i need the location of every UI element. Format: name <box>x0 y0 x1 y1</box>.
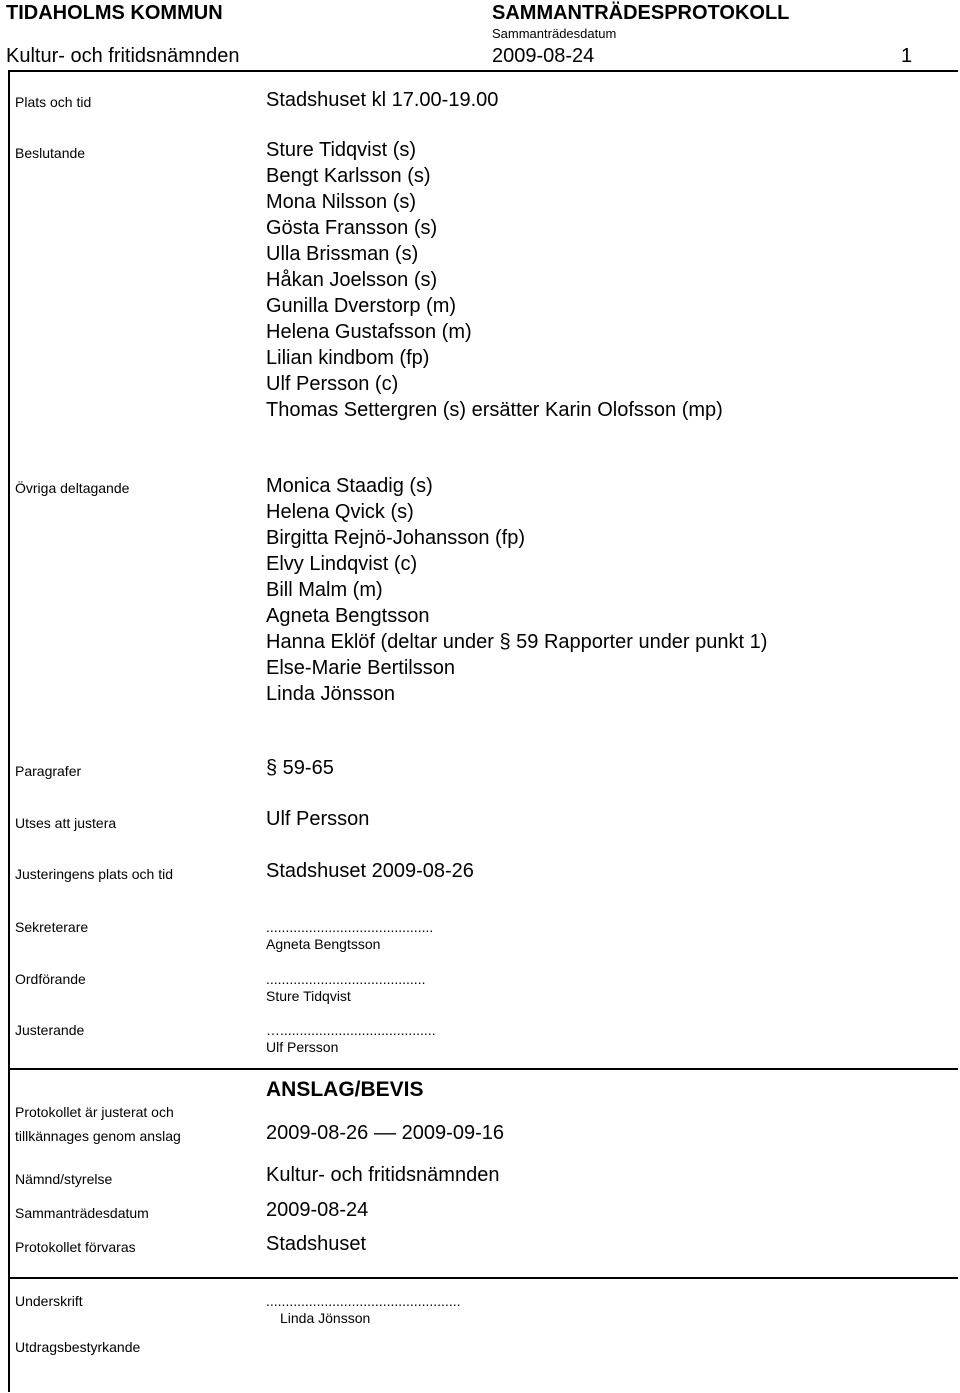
place-time-value: Stadshuset kl 17.00-19.00 <box>266 89 499 111</box>
header-date: 2009-08-24 <box>492 45 595 67</box>
list-item: Lilian kindbom (fp) <box>266 347 430 369</box>
list-item: Thomas Settergren (s) ersätter Karin Olofsson (mp) <box>266 399 723 421</box>
decision-makers-list <box>266 137 723 423</box>
posting-period: 2009-08-26 –– 2009-09-16 <box>266 1122 504 1144</box>
signature-name: Linda Jönsson <box>280 1310 371 1326</box>
signature-dots: .................................................. <box>266 1293 461 1309</box>
section-divider <box>8 1068 958 1070</box>
adjusting-label: Justerande <box>15 1022 85 1038</box>
adjust-place-time-label: Justeringens plats och tid <box>15 866 173 882</box>
notice-signature <box>266 1293 460 1327</box>
place-time-label: Plats och tid <box>15 94 92 110</box>
chair-label: Ordförande <box>15 971 86 987</box>
decision-makers-label: Beslutande <box>15 145 86 161</box>
list-item: Helena Gustafsson (m) <box>266 321 472 343</box>
list-item: Agneta Bengtsson <box>266 605 430 627</box>
storage-label: Protokollet förvaras <box>15 1239 136 1255</box>
left-rule <box>8 70 10 1392</box>
paragraphs-value: § 59-65 <box>266 757 334 779</box>
signature-dots: ........................................... <box>266 919 434 935</box>
top-rule <box>8 70 958 72</box>
signature-dots: …........................................ <box>266 1022 436 1038</box>
board-value: Kultur- och fritidsnämnden <box>266 1164 500 1186</box>
adjust-place-time-value: Stadshuset 2009-08-26 <box>266 860 474 882</box>
other-participants-list <box>266 473 767 707</box>
committee-name: Kultur- och fritidsnämnden <box>6 45 240 67</box>
list-item: Linda Jönsson <box>266 683 395 705</box>
signature-name: Sture Tidqvist <box>266 988 351 1004</box>
list-item: Elvy Lindqvist (c) <box>266 553 418 575</box>
list-item: Mona Nilsson (s) <box>266 191 417 213</box>
signature-label: Underskrift <box>15 1293 83 1309</box>
signature-name: Ulf Persson <box>266 1039 339 1055</box>
list-item: Helena Qvick (s) <box>266 501 414 523</box>
list-item: Bill Malm (m) <box>266 579 383 601</box>
list-item: Gunilla Dverstorp (m) <box>266 295 457 317</box>
meeting-date-label: Sammanträdesdatum <box>15 1205 149 1221</box>
board-label: Nämnd/styrelse <box>15 1171 113 1187</box>
list-item: Sture Tidqvist (s) <box>266 139 417 161</box>
extract-label: Utdragsbestyrkande <box>15 1339 141 1355</box>
meeting-date-value: 2009-08-24 <box>266 1199 369 1221</box>
list-item: Håkan Joelsson (s) <box>266 269 438 291</box>
other-participants-label: Övriga deltagande <box>15 480 130 496</box>
adjuster-label: Utses att justera <box>15 815 117 831</box>
list-item: Else-Marie Bertilsson <box>266 657 455 679</box>
list-item: Gösta Fransson (s) <box>266 217 438 239</box>
storage-value: Stadshuset <box>266 1233 367 1255</box>
page-number: 1 <box>901 45 913 67</box>
signature-name: Agneta Bengtsson <box>266 936 381 952</box>
list-item: Birgitta Rejnö-Johansson (fp) <box>266 527 526 549</box>
list-item: Ulf Persson (c) <box>266 373 399 395</box>
adjuster-value: Ulf Persson <box>266 808 370 830</box>
list-item: Hanna Eklöf (deltar under § 59 Rapporter under punkt 1) <box>266 631 768 653</box>
notice-title: ANSLAG/BEVIS <box>266 1078 424 1101</box>
org-name: TIDAHOLMS KOMMUN <box>6 2 223 24</box>
notice-line2-label: tillkännages genom anslag <box>15 1128 181 1144</box>
notice-line1-label: Protokollet är justerat och <box>15 1104 174 1120</box>
paragraphs-label: Paragrafer <box>15 763 82 779</box>
secretary-label: Sekreterare <box>15 919 89 935</box>
signature-divider <box>8 1277 958 1279</box>
secretary-signature <box>266 919 433 953</box>
chair-signature <box>266 971 425 1005</box>
list-item: Bengt Karlsson (s) <box>266 165 431 187</box>
signature-dots: ......................................... <box>266 971 426 987</box>
date-caption: Sammanträdesdatum <box>492 26 617 41</box>
doc-type: SAMMANTRÄDESPROTOKOLL <box>492 2 790 24</box>
adjusting-signature <box>266 1022 436 1056</box>
list-item: Ulla Brissman (s) <box>266 243 419 265</box>
list-item: Monica Staadig (s) <box>266 475 433 497</box>
